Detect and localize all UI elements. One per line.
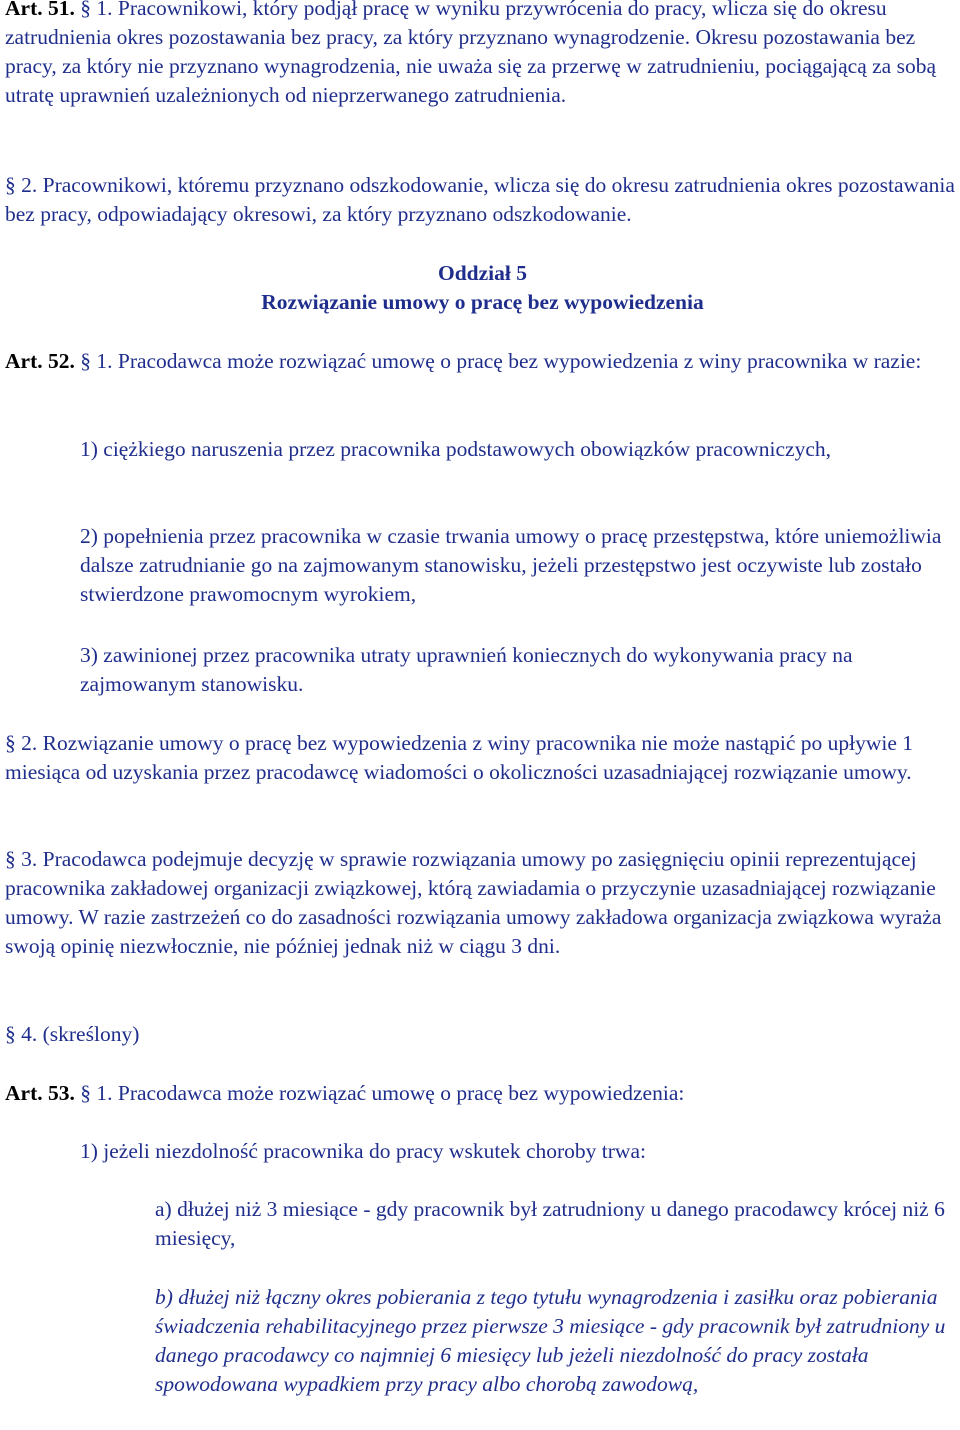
art52-item-2: 2) popełnienia przez pracownika w czasie trwania umowy o pracę przestępstwa, które uniemożliwia dalsze zatrudnianie go na zajmowanym stanowisku, jeżeli przestępstwo jest oczywiste lub zostało stwierdzone prawomocnym wyrokiem, [80, 524, 942, 606]
section-subtitle: Rozwiązanie umowy o pracę bez wypowiedzenia [261, 290, 704, 314]
art52-p3-number: § 3. [5, 847, 38, 871]
art52-paragraph-2 [5, 729, 960, 787]
art51-paragraph-2 [5, 171, 960, 229]
art53-item-1a: a) dłużej niż 3 miesiące - gdy pracownik był zatrudniony u danego pracodawcy krócej niż 6 miesięcy, [155, 1197, 945, 1250]
art53-p1-number: § 1. [80, 1081, 113, 1105]
art53-p1-text: Pracodawca może rozwiązać umowę o pracę bez wypowiedzenia: [117, 1081, 685, 1105]
art52-item-1: 1) ciężkiego naruszenia przez pracownika podstawowych obowiązków pracowniczych, [80, 437, 831, 461]
art53-item-1b: b) dłużej niż łączny okres pobierania z tego tytułu wynagrodzenia i zasiłku oraz pobierania świadczenia rehabilitacyjnego przez pierwsze 3 miesiące - gdy pracownik był zatrudniony u danego pracodawcy co najmniej 6 miesięcy lub jeżeli niezdolność do pracy została spowodowana wypadkiem przy pracy albo chorobą zawodową, [155, 1285, 946, 1396]
art52-paragraph-3 [5, 845, 960, 961]
art51-paragraph-1 [5, 0, 960, 110]
section-title: Oddział 5 [437, 261, 527, 285]
art52-p4-text: (skreślony) [42, 1022, 140, 1046]
art52-p4-number: § 4. [5, 1022, 38, 1046]
art53-item-1: 1) jeżeli niezdolność pracownika do pracy wskutek choroby trwa: [80, 1139, 646, 1163]
art51-p2-number: § 2. [5, 173, 38, 197]
art52-p1-number: § 1. [80, 349, 113, 373]
art51-p1-text: Pracownikowi, który podjął pracę w wyniku przywrócenia do pracy, wlicza się do okresu zatrudnienia okres pozostawania bez pracy, za który przyznano wynagrodzenie. Okresu pozostawania bez pracy, za który nie przyznano wynagrodzenia, nie uważa się za przerwę w zatrudnieniu, pociągającą za sobą utratę uprawnień uzależnionych od nieprzerwanego zatrudnienia. [5, 0, 936, 107]
art52-p2-number: § 2. [5, 731, 38, 755]
art53-label: Art. 53. [5, 1081, 75, 1105]
art52-p3-text: Pracodawca podejmuje decyzję w sprawie rozwiązania umowy po zasięgnięciu opinii reprezentującej pracownika zakładowej organizacji związkowej, którą zawiadamia o przyczynie uzasadniającej rozwiązanie umowy. W razie zastrzeżeń co do zasadności rozwiązania umowy zakładowa organizacja związkowa wyraża swoją opinię niezwłocznie, nie później jednak niż w ciągu 3 dni. [5, 847, 942, 958]
art52-paragraph-4 [5, 1020, 960, 1049]
art53-paragraph-1 [5, 1079, 960, 1108]
art52-item-3: 3) zawinionej przez pracownika utraty uprawnień koniecznych do wykonywania pracy na zajmowanym stanowisku. [80, 643, 853, 696]
art51-p1-number: § 1. [80, 0, 113, 20]
art51-p2-text: Pracownikowi, któremu przyznano odszkodowanie, wlicza się do okresu zatrudnienia okres pozostawania bez pracy, odpowiadający okresowi, za który przyznano odszkodowanie. [5, 173, 955, 226]
art52-p2-text: Rozwiązanie umowy o pracę bez wypowiedzenia z winy pracownika nie może nastąpić po upływie 1 miesiąca od uzyskania przez pracodawcę wiadomości o okoliczności uzasadniającej rozwiązanie umowy. [5, 731, 914, 784]
art52-paragraph-1 [5, 347, 960, 376]
art52-p1-text: Pracodawca może rozwiązać umowę o pracę bez wypowiedzenia z winy pracownika w razie: [117, 349, 922, 373]
art52-label: Art. 52. [5, 349, 75, 373]
art51-label: Art. 51. [5, 0, 75, 20]
